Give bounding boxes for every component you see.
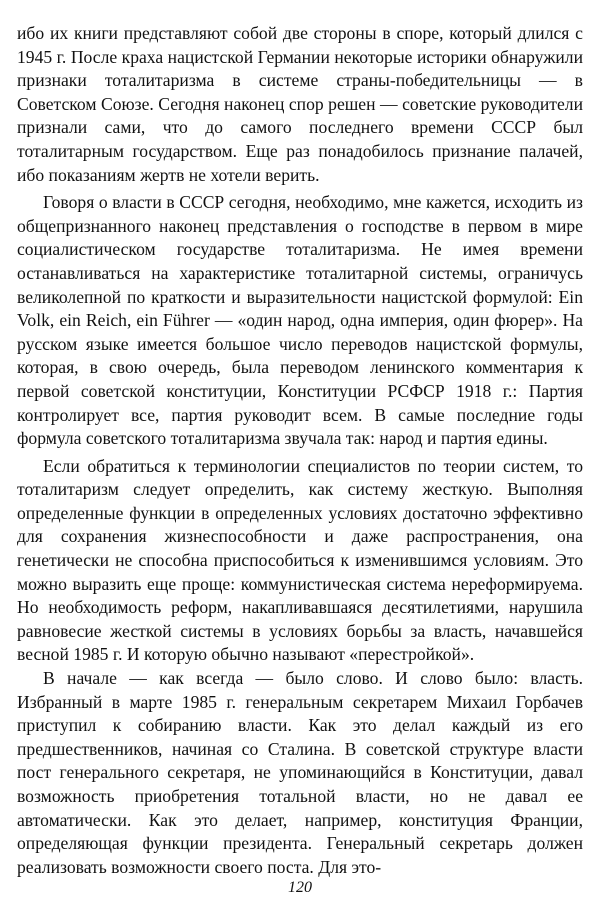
- book-page: [17, 22, 583, 896]
- paragraph-continuation: ибо их книги представляют собой две стороны в споре, который длился с 1945 г. После краха нацистской Германии некоторые историки обнаружили признаки тоталитаризма в системе страны-победительницы — в Советском Союзе. Сегодня наконец спор решен — советские руководители признали сами, что до самого последнего времени СССР был тоталитарным государством. Еще раз понадобилось признание палачей, ибо показаниям жертв не хотели верить.: [17, 23, 583, 185]
- page-number: 120: [288, 879, 312, 896]
- paragraph-systems-theory: Если обратиться к терминологии специалистов по теории систем, то тоталитаризм следует определить, как систему жесткую. Выполняя определенные функции в определенных условиях достаточно эффективно для сохранения жизнеспособности и даже распространения, она генетически не способна приспособиться к изменившимся условиям. Это можно выразить еще проще: коммунистическая система нереформируема. Но необходимость реформ, накапливавшаяся десятилетиями, нарушила равновесие жесткой системы в условиях борьбы за власть, начавшейся весной 1985 г. И которую обычно называют «перестройкой».: [17, 455, 583, 665]
- paragraph-in-the-beginning: В начале — как всегда — было слово. И слово было: власть. Избранный в марте 1985 г. генеральным секретарем Михаил Горбачев приступил к собиранию власти. Как это делал каждый из его предшественников, начиная со Сталина. В советской структуре власти пост генерального секретаря, не упоминающийся в Конституции, давал возможность приобретения тотальной власти, но не давал ее автоматически. Как это делает, например, конституция Франции, определяющая функции президента. Генеральный секретарь должен реализовать возможности своего поста. Для это-: [17, 668, 583, 877]
- paragraph-power-in-ussr: Говоря о власти в СССР сегодня, необходимо, мне кажется, исходить из общепризнанного наконец представления о господстве в первом в мире социалистическом государстве тоталитаризма. Не имея времени останавливаться на характеристике тоталитарной системы, ограничусь великолепной по краткости и выразительности нацистской формулой: Ein Volk, ein Reich, ein Führer — «один народ, одна империя, один фюрер». На русском языке имеется большое число переводов нацистской формулы, которая, в свою очередь, была переводом ленинского комментария к первой советской конституции, Конституции РСФСР 1918 г.: Партия контролирует все, партия руководит всем. В самые последние годы формула советского тоталитаризма звучала так: народ и партия едины.: [17, 192, 583, 449]
